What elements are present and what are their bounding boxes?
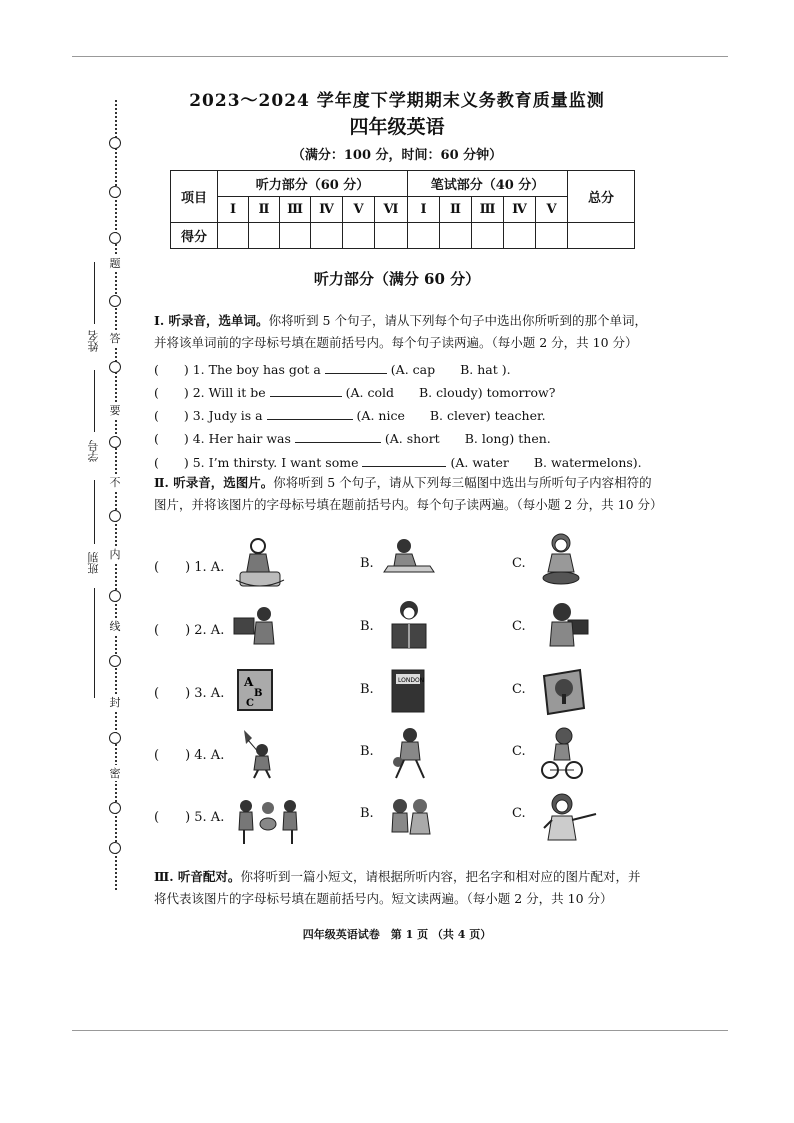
option-b-label: B. xyxy=(360,619,374,634)
listening-col: Ⅰ xyxy=(218,197,249,223)
picture-3b-london-book[interactable] xyxy=(390,668,428,716)
binding-char: 不 xyxy=(109,476,121,489)
part1-instruction-b: 并将该单词前的字母标号填在题前括号内。每个句子读两遍。（每小题 2 分，共 10 分） xyxy=(154,335,638,350)
picture-3a-abc-book[interactable] xyxy=(236,668,278,714)
score-cell[interactable] xyxy=(249,223,280,249)
binding-circle xyxy=(109,590,121,602)
svg-text:A: A xyxy=(244,675,254,689)
exam-title: 2023～2024 学年度下学期期末义务教育质量监测 xyxy=(189,91,605,111)
picture-2a-boy-computer[interactable] xyxy=(232,604,280,650)
score-cell[interactable] xyxy=(408,223,440,249)
score-cell[interactable] xyxy=(280,223,311,249)
question-options: (A. cap B. hat ). xyxy=(390,362,511,377)
listening-col: Ⅵ xyxy=(375,197,408,223)
part3-instruction-b: 将代表该图片的字母标号填在题前括号内。短文读两遍。（每小题 2 分，共 10 分） xyxy=(154,891,613,906)
student-id-field[interactable] xyxy=(82,440,106,466)
score-cell[interactable] xyxy=(536,223,568,249)
part1-question-1[interactable] xyxy=(154,360,511,378)
score-cell[interactable] xyxy=(218,223,249,249)
writing-col: Ⅳ xyxy=(504,197,536,223)
picture-4b-boy-basketball[interactable] xyxy=(388,726,432,782)
part1-question-3[interactable] xyxy=(154,406,546,424)
option-c-label: C. xyxy=(512,806,526,821)
score-table xyxy=(170,170,635,249)
class-field[interactable] xyxy=(82,552,106,578)
answer-blank[interactable] xyxy=(267,408,353,420)
part2-instruction-b: 图片，并将该图片的字母标号填在题前括号内。每个句子读两遍。（每小题 2 分，共 10 分） xyxy=(154,497,663,512)
binding-char: 题 xyxy=(109,257,121,270)
exam-info: （满分：100 分，时间：60 分钟） xyxy=(291,148,503,163)
name-label: 姓名 xyxy=(87,330,100,352)
binding-circle xyxy=(109,436,121,448)
question-text: ( ) 2. Will it be xyxy=(154,385,266,400)
writing-col: Ⅴ xyxy=(536,197,568,223)
listening-col: Ⅱ xyxy=(249,197,280,223)
picture-1b-boy-reading[interactable] xyxy=(380,536,438,576)
student-id-label: 学号 xyxy=(87,440,100,462)
part1-question-2[interactable] xyxy=(154,383,555,401)
score-cell[interactable] xyxy=(311,223,343,249)
question-text: ( ) 4. Her hair was xyxy=(154,431,291,446)
part2-row-2-label[interactable]: ( ) 2. A. xyxy=(154,623,225,638)
part2-row-3-label[interactable]: ( ) 3. A. xyxy=(154,686,225,701)
item-header: 项目 xyxy=(171,171,218,223)
score-cell[interactable] xyxy=(472,223,504,249)
answer-blank[interactable] xyxy=(325,362,387,374)
question-text: ( ) 3. Judy is a xyxy=(154,408,263,423)
binding-circle xyxy=(109,842,121,854)
option-b-label: B. xyxy=(360,556,374,571)
part2-instruction-a: 你将听到 5 个句子，请从下列每三幅图中选出与所听句子内容相符的 xyxy=(273,475,652,490)
part3-heading: Ⅲ. 听音配对。 xyxy=(154,869,241,884)
binding-char: 封 xyxy=(109,696,121,709)
part2-instructions xyxy=(154,472,694,516)
picture-1a-woman-washing[interactable] xyxy=(232,536,288,590)
binding-circle xyxy=(109,295,121,307)
part3-instructions xyxy=(154,866,684,910)
score-cell[interactable] xyxy=(440,223,472,249)
score-cell[interactable] xyxy=(375,223,408,249)
name-field[interactable] xyxy=(82,330,106,356)
score-cell[interactable] xyxy=(568,223,635,249)
writing-col: Ⅱ xyxy=(440,197,472,223)
part2-row-4-label[interactable]: ( ) 4. A. xyxy=(154,748,225,763)
part1-instruction-a: 你将听到 5 个句子，请从下列每个句子中选出你所听到的那个单词， xyxy=(268,313,647,328)
listening-col: Ⅲ xyxy=(280,197,311,223)
page-footer: 四年级英语试卷 第 1 页 （共 4 页） xyxy=(302,928,492,941)
option-c-label: C. xyxy=(512,682,526,697)
bottom-rule xyxy=(72,1030,728,1031)
option-c-label: C. xyxy=(512,619,526,634)
writing-col: Ⅰ xyxy=(408,197,440,223)
binding-char: 要 xyxy=(109,404,121,417)
option-c-label: C. xyxy=(512,556,526,571)
student-id-line xyxy=(94,370,95,432)
binding-circle xyxy=(109,510,121,522)
option-b-label: B. xyxy=(360,744,374,759)
binding-char: 答 xyxy=(109,332,121,345)
section-title: 听力部分（满分 60 分） xyxy=(313,270,481,288)
book-title: LONDON xyxy=(398,677,425,684)
picture-1c-girl-cooking[interactable] xyxy=(536,532,586,588)
part1-question-5[interactable] xyxy=(154,453,642,471)
svg-text:C: C xyxy=(246,698,254,709)
picture-3c-tree-book[interactable] xyxy=(540,668,586,718)
picture-5c-girl-waving[interactable] xyxy=(540,792,602,844)
binding-char: 密 xyxy=(109,767,121,780)
picture-2b-boy-reading-book[interactable] xyxy=(386,598,432,654)
binding-char: 线 xyxy=(109,620,121,633)
answer-blank[interactable] xyxy=(362,455,446,467)
part1-instructions xyxy=(154,310,694,354)
option-b-label: B. xyxy=(360,682,374,697)
picture-2c-girl-at-desk[interactable] xyxy=(544,600,590,656)
question-text: ( ) 5. I’m thirsty. I want some xyxy=(154,455,359,470)
score-cell[interactable] xyxy=(343,223,375,249)
question-options: (A. cold B. cloudy) tomorrow? xyxy=(345,385,556,400)
score-row-label: 得分 xyxy=(171,223,218,249)
listening-col: Ⅳ xyxy=(311,197,343,223)
binding-circle xyxy=(109,361,121,373)
part3-instruction-a: 你将听到一篇小短文，请根据所听内容，把名字和相对应的图片配对，并 xyxy=(240,869,641,884)
option-b-label: B. xyxy=(360,806,374,821)
binding-circle xyxy=(109,802,121,814)
listening-col: Ⅴ xyxy=(343,197,375,223)
question-options: (A. short B. long) then. xyxy=(384,431,551,446)
option-c-label: C. xyxy=(512,744,526,759)
svg-text:B: B xyxy=(254,688,263,699)
part2-heading: Ⅱ. 听录音，选图片。 xyxy=(154,475,274,490)
exam-subject: 四年级英语 xyxy=(349,116,445,138)
question-text: ( ) 1. The boy has got a xyxy=(154,362,321,377)
binding-char: 内 xyxy=(109,548,121,561)
picture-4c-girl-cycling[interactable] xyxy=(540,726,584,780)
binding-circle xyxy=(109,186,121,198)
class-line xyxy=(94,480,95,544)
part2-row-1-label[interactable]: ( ) 1. A. xyxy=(154,560,225,575)
picture-5a-children-with-dog[interactable] xyxy=(236,796,300,848)
answer-blank[interactable] xyxy=(270,385,342,397)
listening-header: 听力部分（60 分） xyxy=(218,171,408,197)
total-header: 总分 xyxy=(568,171,635,223)
writing-col: Ⅲ xyxy=(472,197,504,223)
top-rule xyxy=(72,56,728,57)
part2-row-5-label[interactable]: ( ) 5. A. xyxy=(154,810,225,825)
binding-circle xyxy=(109,232,121,244)
question-options: (A. water B. watermelons). xyxy=(450,455,642,470)
binding-circle xyxy=(109,732,121,744)
part1-heading: Ⅰ. 听录音，选单词。 xyxy=(154,313,269,328)
class-label: 班别 xyxy=(87,552,100,574)
part1-question-4[interactable] xyxy=(154,429,551,447)
picture-5b-two-children[interactable] xyxy=(388,796,434,848)
binding-circle xyxy=(109,655,121,667)
writing-header: 笔试部分（40 分） xyxy=(408,171,568,197)
school-line xyxy=(94,588,95,698)
question-options: (A. nice B. clever) teacher. xyxy=(356,408,546,423)
answer-blank[interactable] xyxy=(295,431,381,443)
score-cell[interactable] xyxy=(504,223,536,249)
picture-4a-boy-flying-kite[interactable] xyxy=(238,728,280,780)
